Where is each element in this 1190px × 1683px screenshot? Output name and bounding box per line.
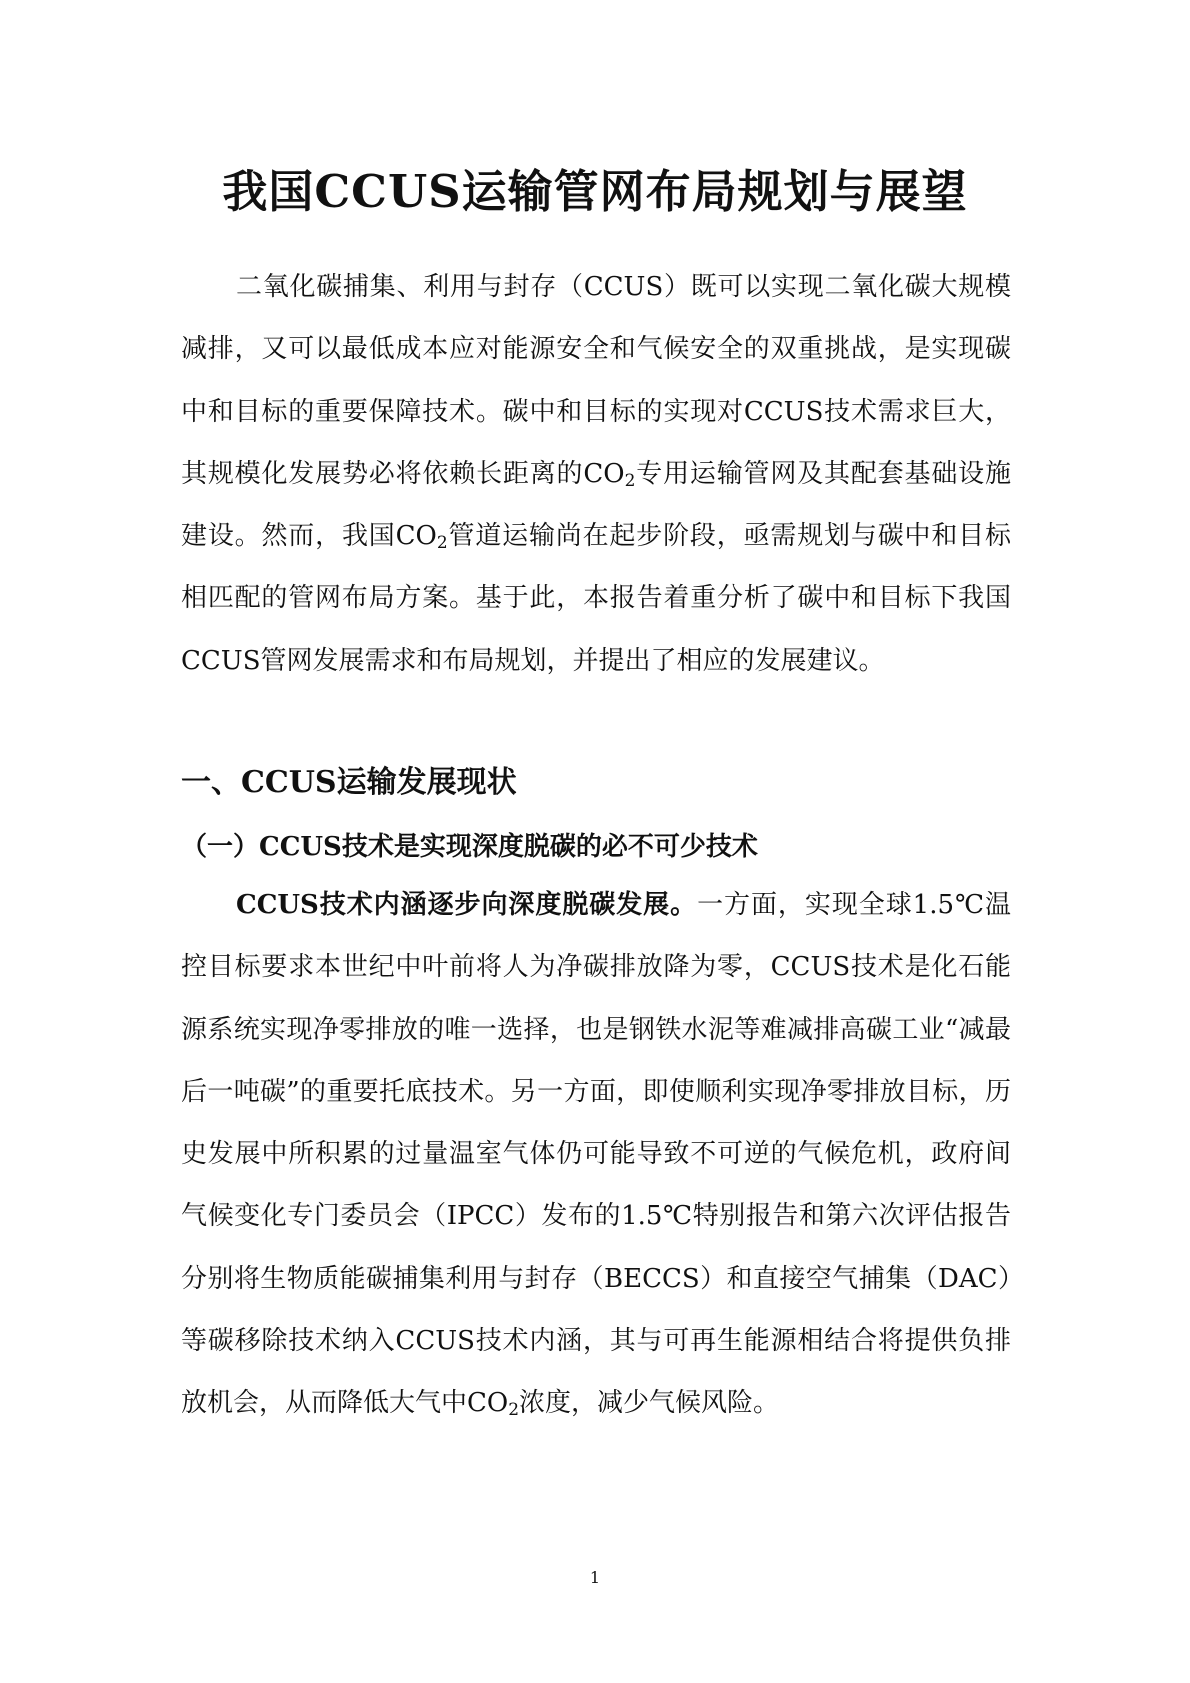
intro-subscript-1: 2 <box>624 470 636 491</box>
intro-text-part3: 管道运输尚在起步阶段，亟需规划与碳中和目标相匹配的管网布局方案。基于此，本报告着重分析了碳中和目标下我国CCUS管网发展需求和布局规划，并提出了相应的发展建议。 <box>181 521 1011 676</box>
page-number: 1 <box>589 1568 601 1587</box>
body-text-part2: 浓度，减少气候风险。 <box>519 1388 780 1419</box>
intro-paragraph <box>181 256 1011 692</box>
document-title: 我国CCUS运输管网布局规划与展望 <box>222 165 968 218</box>
intro-text-part1: 二氧化碳捕集、利用与封存（CCUS）既可以实现二氧化碳大规模减排，又可以最低成本应对能源安全和气候安全的双重挑战，是实现碳中和目标的重要保障技术。碳中和目标的实现对CCUS技术需求巨大，其规模化发展势必将依赖长距离的CO <box>181 272 1011 489</box>
body-paragraph <box>181 874 1011 1435</box>
intro-text-part2: 专用运输管网及其配套基础设施建设。然而，我国CO <box>181 458 1011 552</box>
body-lead-sentence: CCUS技术内涵逐步向深度脱碳发展。 <box>236 890 698 920</box>
intro-subscript-2: 2 <box>436 533 448 554</box>
body-subscript-1: 2 <box>508 1400 520 1421</box>
body-text-part1: 一方面，实现全球1.5℃温控目标要求本世纪中叶前将人为净碳排放降为零，CCUS技术是化石能源系统实现净零排放的唯一选择，也是钢铁水泥等难减排高碳工业“减最后一吨碳”的重要托底技术。另一方面，即使顺利实现净零排放目标，历史发展中所积累的过量温室气体仍可能导致不可逆的气候危机，政府间气候变化专门委员会（IPCC）发布的1.5℃特别报告和第六次评估报告分别将生物质能碳捕集利用与封存（BECCS）和直接空气捕集（DAC）等碳移除技术纳入CCUS技术内涵，其与可再生能源相结合将提供负排放机会，从而降低大气中CO <box>181 890 1011 1419</box>
subsection-heading: （一）CCUS技术是实现深度脱碳的必不可少技术 <box>181 832 758 862</box>
section-heading: 一、CCUS运输发展现状 <box>181 765 517 800</box>
